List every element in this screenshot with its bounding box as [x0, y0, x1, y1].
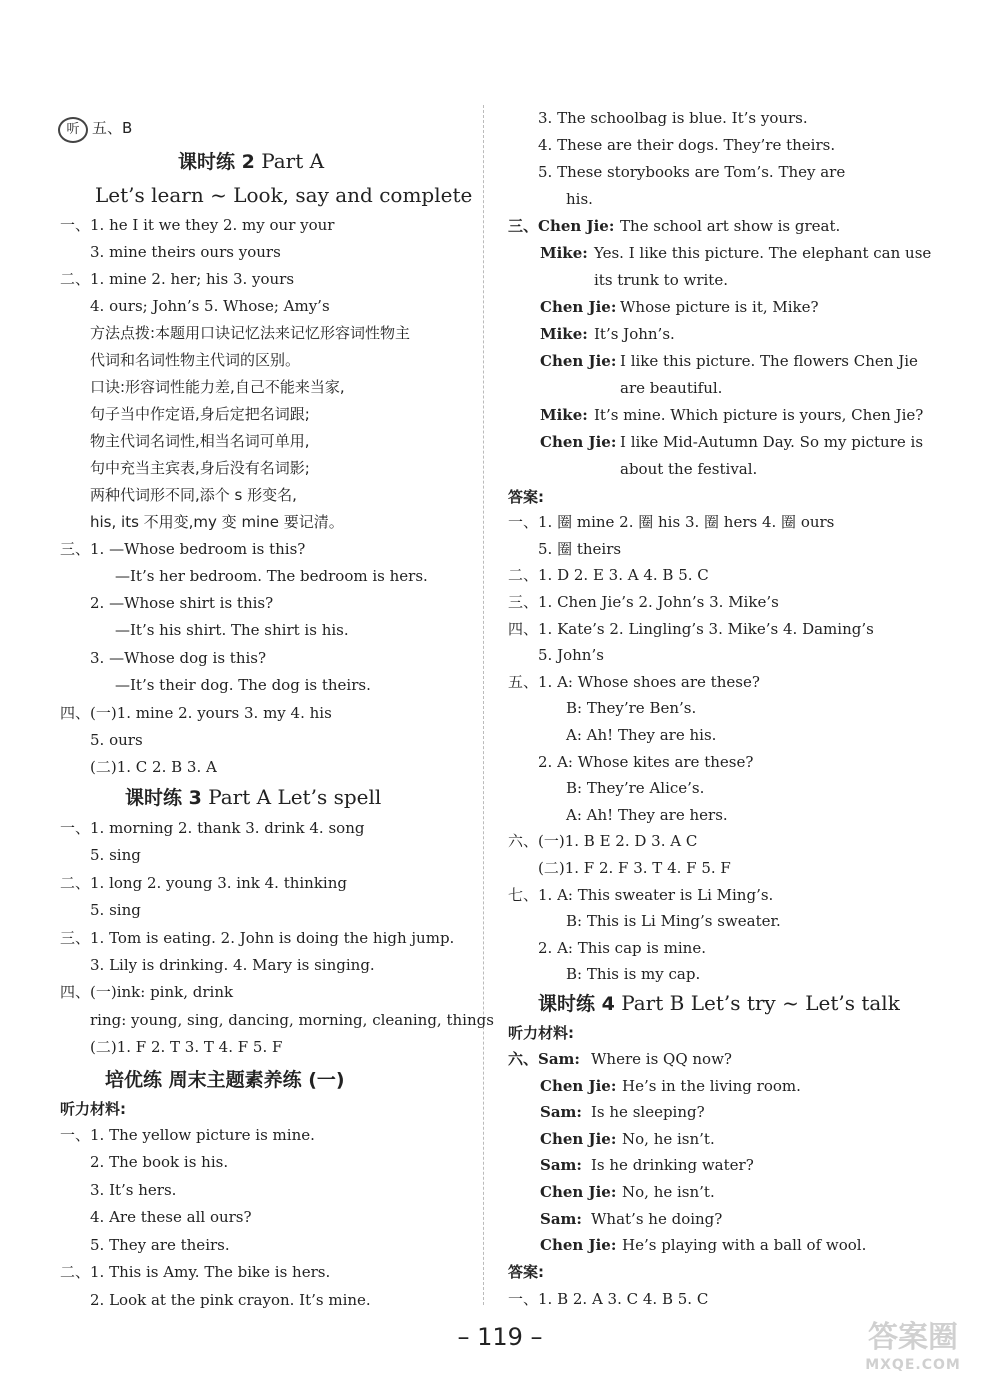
answer-label: 答案:	[508, 1263, 544, 1281]
speaker-label: Sam:	[540, 1103, 582, 1121]
answer-line: 3. It’s hers.	[90, 1181, 177, 1199]
speaker-label: Mike:	[540, 325, 588, 343]
answer-line: 2. The book is his.	[90, 1153, 229, 1171]
answer-line: 5. ours	[90, 731, 143, 749]
speaker-label: 三、Chen Jie:	[508, 217, 615, 235]
watermark-logo	[838, 1320, 988, 1378]
answer-line: 四、(一)ink: pink, drink	[60, 983, 234, 1001]
answer-line: 4. These are their dogs. They’re theirs.	[538, 136, 836, 154]
answer-line: 一、1. The yellow picture is mine.	[60, 1126, 315, 1144]
section-title-zh: 课时练 3	[125, 787, 202, 809]
answer-line: 3. The schoolbag is blue. It’s yours.	[538, 109, 808, 127]
answer-line: 一、1. B 2. A 3. C 4. B 5. C	[508, 1290, 709, 1308]
answer-line: 二、1. mine 2. her; his 3. yours	[60, 270, 295, 288]
answer-line: B: They’re Alice’s.	[566, 779, 705, 797]
speaker-label: Chen Jie:	[540, 1236, 617, 1254]
section-title-weekend: 培优练 周末主题素养练 (一)	[105, 1069, 345, 1091]
answer-line: 二、1. D 2. E 3. A 4. B 5. C	[508, 566, 709, 584]
answer-line: 5. These storybooks are Tom’s. They are	[538, 163, 846, 181]
dialogue-text: Where is QQ now?	[591, 1050, 732, 1068]
answer-line: 四、1. Kate’s 2. Lingling’s 3. Mike’s 4. Daming’s	[508, 620, 874, 638]
mnemonic-line: 句中充当主宾表,身后没有名词影;	[90, 459, 310, 477]
speaker-label: 六、Sam:	[508, 1050, 580, 1068]
speaker-label: Mike:	[540, 406, 588, 424]
dialogue-text: its trunk to write.	[594, 271, 728, 289]
dialogue-text: I like this picture. The flowers Chen Jie	[620, 352, 918, 370]
dialogue-text: Is he sleeping?	[591, 1103, 705, 1121]
mnemonic-line: 物主代词名词性,相当名词可单用,	[90, 432, 310, 450]
speaker-label: Chen Jie:	[540, 298, 617, 316]
answer-line: 三、1. Chen Jie’s 2. John’s 3. Mike’s	[508, 593, 779, 611]
answer-line: 一、1. morning 2. thank 3. drink 4. song	[60, 819, 365, 837]
listening-material-label: 听力材料:	[508, 1024, 574, 1042]
section-title-en: Part A	[261, 149, 325, 173]
speaker-label: Chen Jie:	[540, 1130, 617, 1148]
answer-line: (二)1. F 2. F 3. T 4. F 5. F	[538, 859, 731, 877]
dialogue-text: It’s John’s.	[594, 325, 675, 343]
answer-line: B: They’re Ben’s.	[566, 699, 697, 717]
answer-label: 答案:	[508, 488, 544, 506]
dialogue-text: No, he isn’t.	[622, 1130, 715, 1148]
answer-line: 5. sing	[90, 846, 141, 864]
mnemonic-line: his, its 不用变,my 变 mine 要记清。	[90, 513, 344, 531]
speaker-label: Sam:	[540, 1156, 582, 1174]
dialogue-text: Whose picture is it, Mike?	[620, 298, 819, 316]
section-title-lesson4	[538, 990, 900, 1017]
answer-line: 三、1. —Whose bedroom is this?	[60, 540, 306, 558]
answer-line: 5. sing	[90, 901, 141, 919]
answer-line: B: This is Li Ming’s sweater.	[566, 912, 781, 930]
answer-line: 六、(一)1. B E 2. D 3. A C	[508, 832, 698, 850]
method-tip: 方法点拨:本题用口诀记忆法来记忆形容词性物主	[90, 324, 411, 342]
mnemonic-line: 句子当中作定语,身后定把名词跟;	[90, 405, 310, 423]
answer-line: 3. Lily is drinking. 4. Mary is singing.	[90, 956, 375, 974]
answer-line: 4. ours; John’s 5. Whose; Amy’s	[90, 297, 330, 315]
dialogue-text: It’s mine. Which picture is yours, Chen Jie?	[594, 406, 924, 424]
dialogue-text: about the festival.	[620, 460, 758, 478]
listen-icon: 听	[58, 117, 88, 143]
answer-line: 二、1. This is Amy. The bike is hers.	[60, 1263, 331, 1281]
dialogue-text: I like Mid-Autumn Day. So my picture is	[620, 433, 924, 451]
speaker-label: Chen Jie:	[540, 352, 617, 370]
dialogue-text: No, he isn’t.	[622, 1183, 715, 1201]
speaker-label: Chen Jie:	[540, 1183, 617, 1201]
answer-line: 2. —Whose shirt is this?	[90, 594, 274, 612]
dialogue-text: are beautiful.	[620, 379, 723, 397]
section-title-en: Part B Let’s try ~ Let’s talk	[621, 991, 900, 1015]
answer-line: 四、(一)1. mine 2. yours 3. my 4. his	[60, 704, 332, 722]
page-number: – 119 –	[457, 1323, 543, 1351]
section-subtitle: Let’s learn ~ Look, say and complete	[95, 183, 473, 207]
method-tip: 代词和名词性物主代词的区别。	[90, 351, 301, 369]
dialogue-text: What’s he doing?	[591, 1210, 723, 1228]
answer-line: 3. —Whose dog is this?	[90, 649, 267, 667]
section-title-zh: 课时练 4	[538, 993, 615, 1015]
speaker-label: Chen Jie:	[540, 1077, 617, 1095]
answer-line: B: This is my cap.	[566, 965, 701, 983]
mnemonic-line: 口诀:形容词性能力差,自己不能来当家,	[90, 378, 345, 396]
dialogue-text: He’s playing with a ball of wool.	[622, 1236, 867, 1254]
answer-line: 七、1. A: This sweater is Li Ming’s.	[508, 886, 774, 904]
answer-line: (二)1. C 2. B 3. A	[90, 758, 217, 776]
watermark-url: MXQE.COM	[865, 1357, 961, 1373]
watermark-text: 答案圈	[868, 1320, 958, 1355]
dialogue-text: He’s in the living room.	[622, 1077, 801, 1095]
section-title-en: Part A Let’s spell	[208, 785, 382, 809]
answer-line: —It’s her bedroom. The bedroom is hers.	[115, 567, 428, 585]
answer-line: 2. A: Whose kites are these?	[538, 753, 754, 771]
intro-line: 五、B	[92, 119, 133, 137]
speaker-label: Mike:	[540, 244, 588, 262]
speaker-label: Chen Jie:	[540, 433, 617, 451]
answer-line: 5. 圈 theirs	[538, 540, 622, 558]
answer-line: his.	[566, 190, 593, 208]
answer-line: 一、1. he I it we they 2. my our your	[60, 216, 335, 234]
answer-line: 4. Are these all ours?	[90, 1208, 252, 1226]
speaker-label: Sam:	[540, 1210, 582, 1228]
section-title-lesson2	[178, 148, 324, 175]
dialogue-text: Is he drinking water?	[591, 1156, 754, 1174]
answer-line: 三、1. Tom is eating. 2. John is doing the high jump.	[60, 929, 455, 947]
answer-line: —It’s his shirt. The shirt is his.	[115, 621, 349, 639]
answer-line: (二)1. F 2. T 3. T 4. F 5. F	[90, 1038, 283, 1056]
answer-line: 3. mine theirs ours yours	[90, 243, 281, 261]
column-divider	[483, 105, 484, 1305]
dialogue-text: Yes. I like this picture. The elephant can use	[594, 244, 932, 262]
answer-line: 一、1. 圈 mine 2. 圈 his 3. 圈 hers 4. 圈 ours	[508, 513, 835, 531]
answer-line: 2. A: This cap is mine.	[538, 939, 706, 957]
listening-material-label: 听力材料:	[60, 1100, 126, 1118]
answer-line: A: Ah! They are hers.	[566, 806, 728, 824]
section-title-lesson3	[125, 784, 381, 811]
mnemonic-line: 两种代词形不同,添个 s 形变名,	[90, 486, 297, 504]
answer-line: —It’s their dog. The dog is theirs.	[115, 676, 371, 694]
section-title-zh: 课时练 2	[178, 151, 255, 173]
answer-line: 五、1. A: Whose shoes are these?	[508, 673, 760, 691]
answer-line: 5. John’s	[538, 646, 604, 664]
answer-line: A: Ah! They are his.	[566, 726, 717, 744]
answer-line: 5. They are theirs.	[90, 1236, 230, 1254]
answer-line: 二、1. long 2. young 3. ink 4. thinking	[60, 874, 347, 892]
dialogue-text: The school art show is great.	[620, 217, 841, 235]
answer-line: 2. Look at the pink crayon. It’s mine.	[90, 1291, 371, 1309]
answer-line: ring: young, sing, dancing, morning, cleaning, things	[90, 1011, 494, 1029]
